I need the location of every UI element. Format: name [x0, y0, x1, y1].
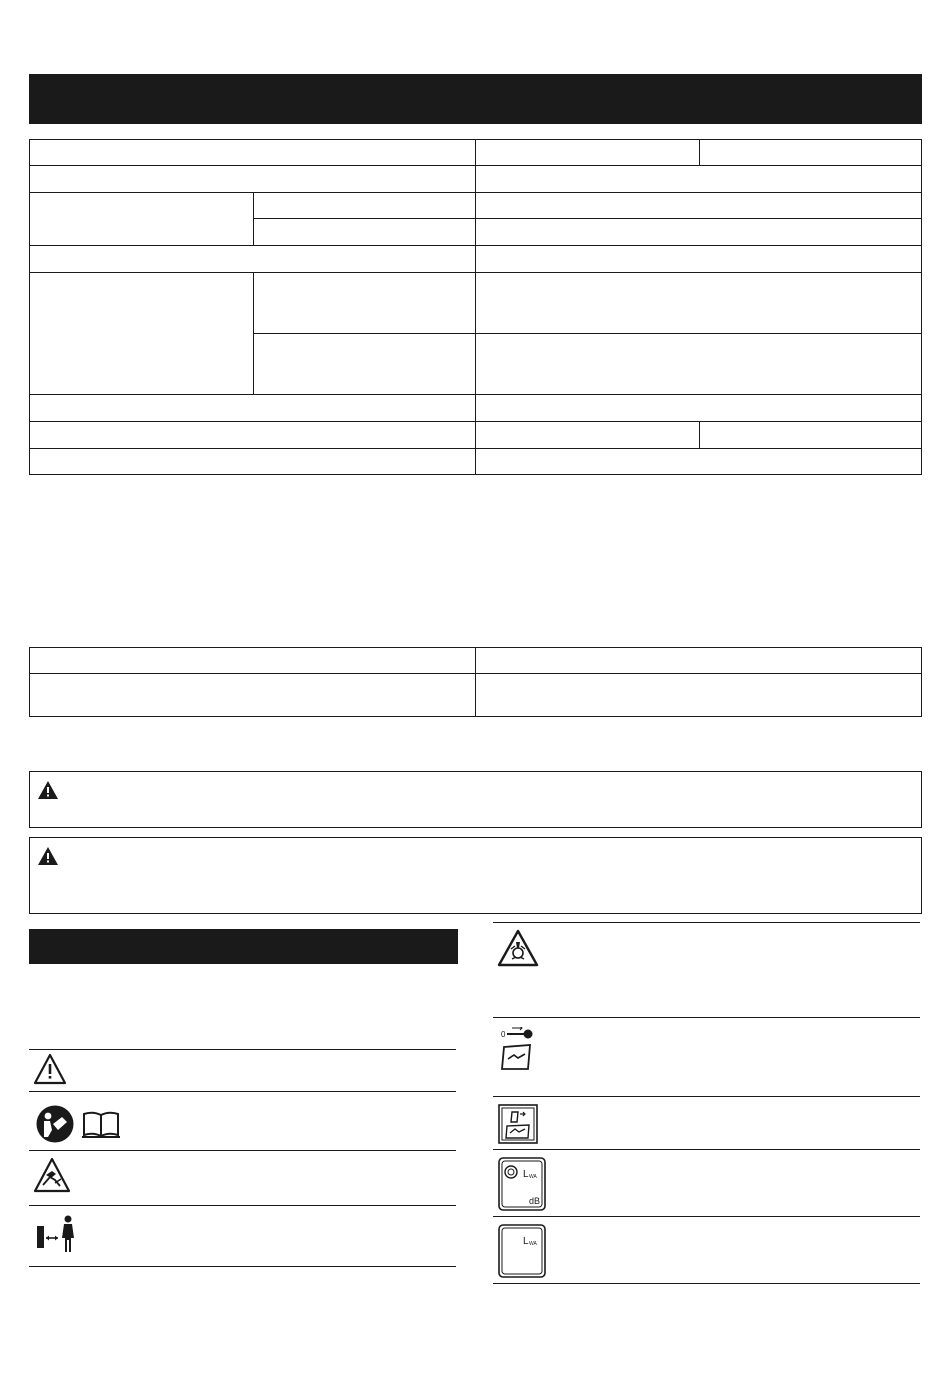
svg-text:0: 0 — [501, 1030, 506, 1039]
spec-cell — [253, 272, 476, 334]
general-warning-icon — [33, 1053, 67, 1085]
spec-cell — [29, 394, 476, 422]
spec-cell — [475, 139, 700, 166]
divider — [493, 922, 920, 923]
svg-text:L: L — [523, 1169, 529, 1180]
spec-cell — [253, 218, 476, 246]
noise-cell — [475, 647, 922, 674]
rotating-blade-hazard-icon — [497, 929, 539, 967]
spec-cell — [475, 272, 922, 334]
spec-cell — [475, 448, 922, 475]
svg-text:dB: dB — [529, 1196, 541, 1206]
warning-box — [29, 837, 922, 914]
spec-cell — [253, 333, 476, 395]
divider — [493, 1149, 920, 1150]
sound-power-level-icon — [498, 1157, 546, 1211]
warning-box — [29, 771, 922, 828]
spec-cell — [475, 165, 922, 193]
section-bar — [29, 929, 458, 964]
remove-key-before-maintenance-icon — [500, 1027, 536, 1071]
divider — [493, 1017, 920, 1018]
noise-cell — [29, 673, 476, 717]
warning-triangle-icon — [37, 780, 59, 800]
divider — [493, 1283, 920, 1284]
spec-cell — [29, 165, 476, 193]
divider — [29, 1049, 456, 1050]
divider — [29, 1205, 456, 1206]
warning-triangle-icon — [37, 846, 59, 866]
divider — [493, 1216, 920, 1217]
spec-cell — [29, 245, 476, 273]
divider — [29, 1150, 456, 1151]
spec-cell — [29, 421, 476, 449]
spec-cell — [475, 421, 700, 449]
divider — [493, 1096, 920, 1097]
header-bar — [29, 74, 922, 124]
spec-cell — [699, 421, 922, 449]
spec-cell — [29, 139, 476, 166]
svg-text:WA: WA — [529, 1241, 537, 1247]
svg-text:L: L — [523, 1236, 529, 1247]
spec-cell — [253, 192, 476, 219]
spec-cell — [29, 448, 476, 475]
divider — [29, 1091, 456, 1092]
spec-cell — [699, 139, 922, 166]
keep-distance-icon — [36, 1214, 80, 1254]
spec-cell — [475, 394, 922, 422]
spec-cell — [29, 272, 254, 395]
manual-maintenance-icon — [498, 1104, 538, 1144]
spec-cell — [475, 245, 922, 273]
svg-text:WA: WA — [529, 1174, 537, 1180]
spec-cell — [475, 218, 922, 246]
noise-cell — [475, 673, 922, 717]
spec-cell — [475, 192, 922, 219]
spec-cell — [475, 333, 922, 395]
divider — [29, 1266, 456, 1267]
hand-cut-hazard-icon — [33, 1157, 71, 1193]
sound-power-level-blank-icon — [498, 1224, 546, 1278]
noise-cell — [29, 647, 476, 674]
read-manual-icon — [36, 1104, 122, 1144]
spec-cell — [29, 192, 254, 246]
